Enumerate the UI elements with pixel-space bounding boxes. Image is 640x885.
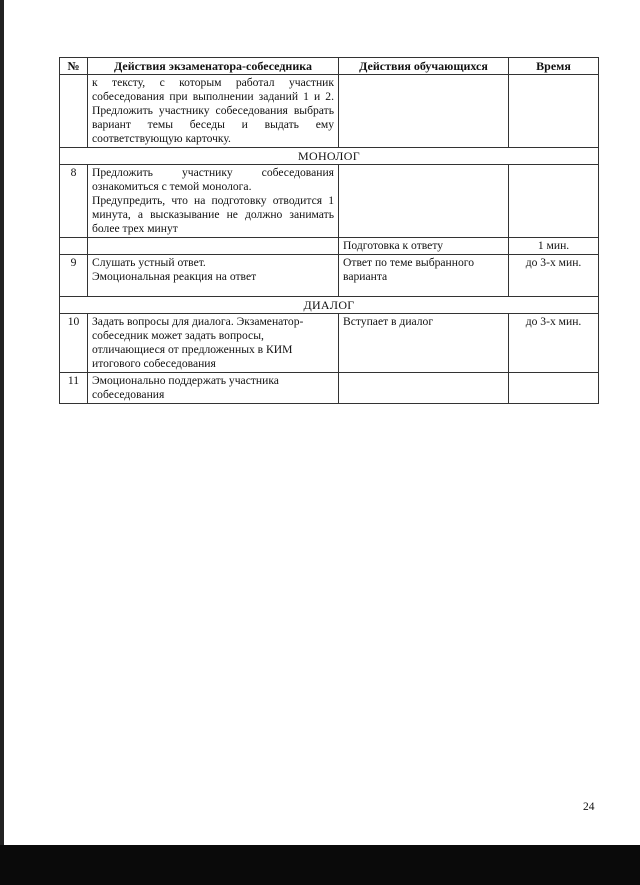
cell-examiner-actions xyxy=(88,238,339,255)
cell-examiner-actions xyxy=(88,255,339,297)
header-number: № xyxy=(60,58,88,75)
cell-student xyxy=(339,373,509,404)
examiner-text-p1: Слушать устный ответ. xyxy=(92,256,206,269)
table-row-9 xyxy=(60,255,599,297)
table-row-8 xyxy=(60,165,599,238)
section-row-dialog xyxy=(60,297,599,314)
cell-examiner-continuation: к тексту, с которым работал участник собеседования при выполнении заданий 1 и 2. Предложить участнику собеседования выбрать вариант темы беседы и выдать ему соответствующую карточку. xyxy=(88,75,339,148)
cell-student xyxy=(339,75,509,148)
exam-procedure-table xyxy=(59,57,599,404)
cell-time xyxy=(509,373,599,404)
scan-left-edge xyxy=(0,0,4,845)
cell-number xyxy=(60,238,88,255)
cell-examiner-actions xyxy=(88,165,339,238)
table-row-11 xyxy=(60,373,599,404)
cell-number xyxy=(60,75,88,148)
cell-number: 11 xyxy=(60,373,88,404)
cell-student xyxy=(339,165,509,238)
cell-number: 9 xyxy=(60,255,88,297)
table-header-row xyxy=(60,58,599,75)
cell-student-preparation: Подготовка к ответу xyxy=(339,238,509,255)
cell-time xyxy=(509,165,599,238)
table-row-continuation xyxy=(60,75,599,148)
examiner-text-p1: Предложить участнику собеседования ознакомиться с темой монолога. xyxy=(92,166,334,193)
cell-number: 8 xyxy=(60,165,88,238)
header-examiner-actions: Действия экзаменатора-собеседника xyxy=(88,58,339,75)
section-title-dialog: ДИАЛОГ xyxy=(60,297,599,314)
cell-examiner-actions: Эмоционально поддержать участника собеседования xyxy=(88,373,339,404)
table-row-preparation xyxy=(60,238,599,255)
cell-number: 10 xyxy=(60,314,88,373)
cell-examiner-actions: Задать вопросы для диалога. Экзаменатор-собеседник может задать вопросы, отличающиеся от предложенных в КИМ итогового собеседования xyxy=(88,314,339,373)
section-title-monolog: МОНОЛОГ xyxy=(60,148,599,165)
cell-student-actions: Вступает в диалог xyxy=(339,314,509,373)
cell-time: до 3-х мин. xyxy=(509,255,599,297)
cell-time xyxy=(509,75,599,148)
cell-student-actions: Ответ по теме выбранного варианта xyxy=(339,255,509,297)
table-row-10 xyxy=(60,314,599,373)
cell-time: до 3-х мин. xyxy=(509,314,599,373)
examiner-text-p2: Предупредить, что на подготовку отводится 1 минута, а высказывание не должно занимать более трех минут xyxy=(92,194,334,235)
examiner-text-p2: Эмоциональная реакция на ответ xyxy=(92,270,257,283)
cell-time-preparation: 1 мин. xyxy=(509,238,599,255)
section-row-monolog xyxy=(60,148,599,165)
scan-bottom-band xyxy=(0,845,640,885)
header-time: Время xyxy=(509,58,599,75)
page-number: 24 xyxy=(583,801,595,813)
header-student-actions: Действия обучающихся xyxy=(339,58,509,75)
